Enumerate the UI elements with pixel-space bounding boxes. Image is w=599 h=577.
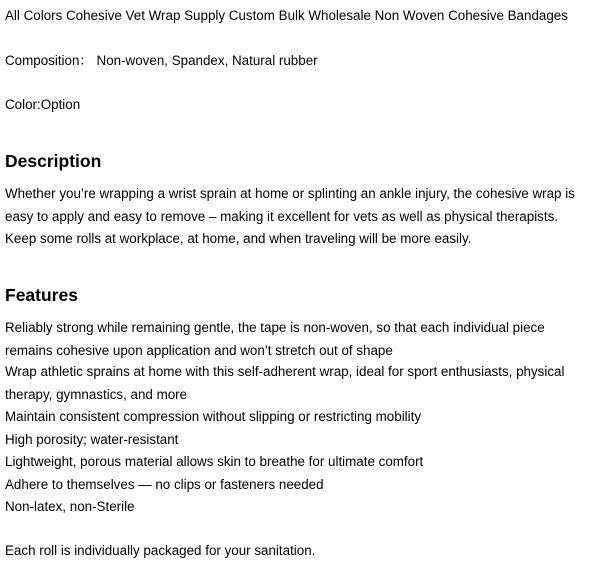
feature-line: High porosity; water-resistant <box>5 432 179 447</box>
description-line: Whether you’re wrapping a wrist sprain at home or splinting an ankle injury, the cohesive wrap is <box>5 186 575 201</box>
description-line: Keep some rolls at workplace, at home, and when traveling will be more easily. <box>5 231 472 246</box>
feature-line: Lightweight, porous material allows skin to breathe for ultimate comfort <box>5 454 424 469</box>
feature-line: Non-latex, non-Sterile <box>5 499 135 514</box>
closing-line: Each roll is individually packaged for your sanitation. <box>5 543 316 558</box>
feature-line: therapy, gymnastics, and more <box>5 387 188 402</box>
composition-line: Composition： Non-woven, Spandex, Natural rubber <box>5 53 318 68</box>
feature-line: remains cohesive upon application and won’t stretch out of shape <box>5 343 393 358</box>
feature-line: Reliably strong while remaining gentle, the tape is non-woven, so that each individual piece <box>5 320 545 335</box>
color-line: Color:Option <box>5 97 81 112</box>
feature-line: Wrap athletic sprains at home with this self-adherent wrap, ideal for sport enthusiasts, physical <box>5 364 565 379</box>
description-line: easy to apply and easy to remove – making it excellent for vets as well as physical therapists. <box>5 209 559 224</box>
product-title-line: All Colors Cohesive Vet Wrap Supply Custom Bulk Wholesale Non Woven Cohesive Bandages <box>5 8 568 23</box>
features-heading: Features <box>5 285 78 305</box>
feature-line: Adhere to themselves — no clips or fasteners needed <box>5 477 324 492</box>
description-heading: Description <box>5 151 102 171</box>
feature-line: Maintain consistent compression without slipping or restricting mobility <box>5 409 422 424</box>
